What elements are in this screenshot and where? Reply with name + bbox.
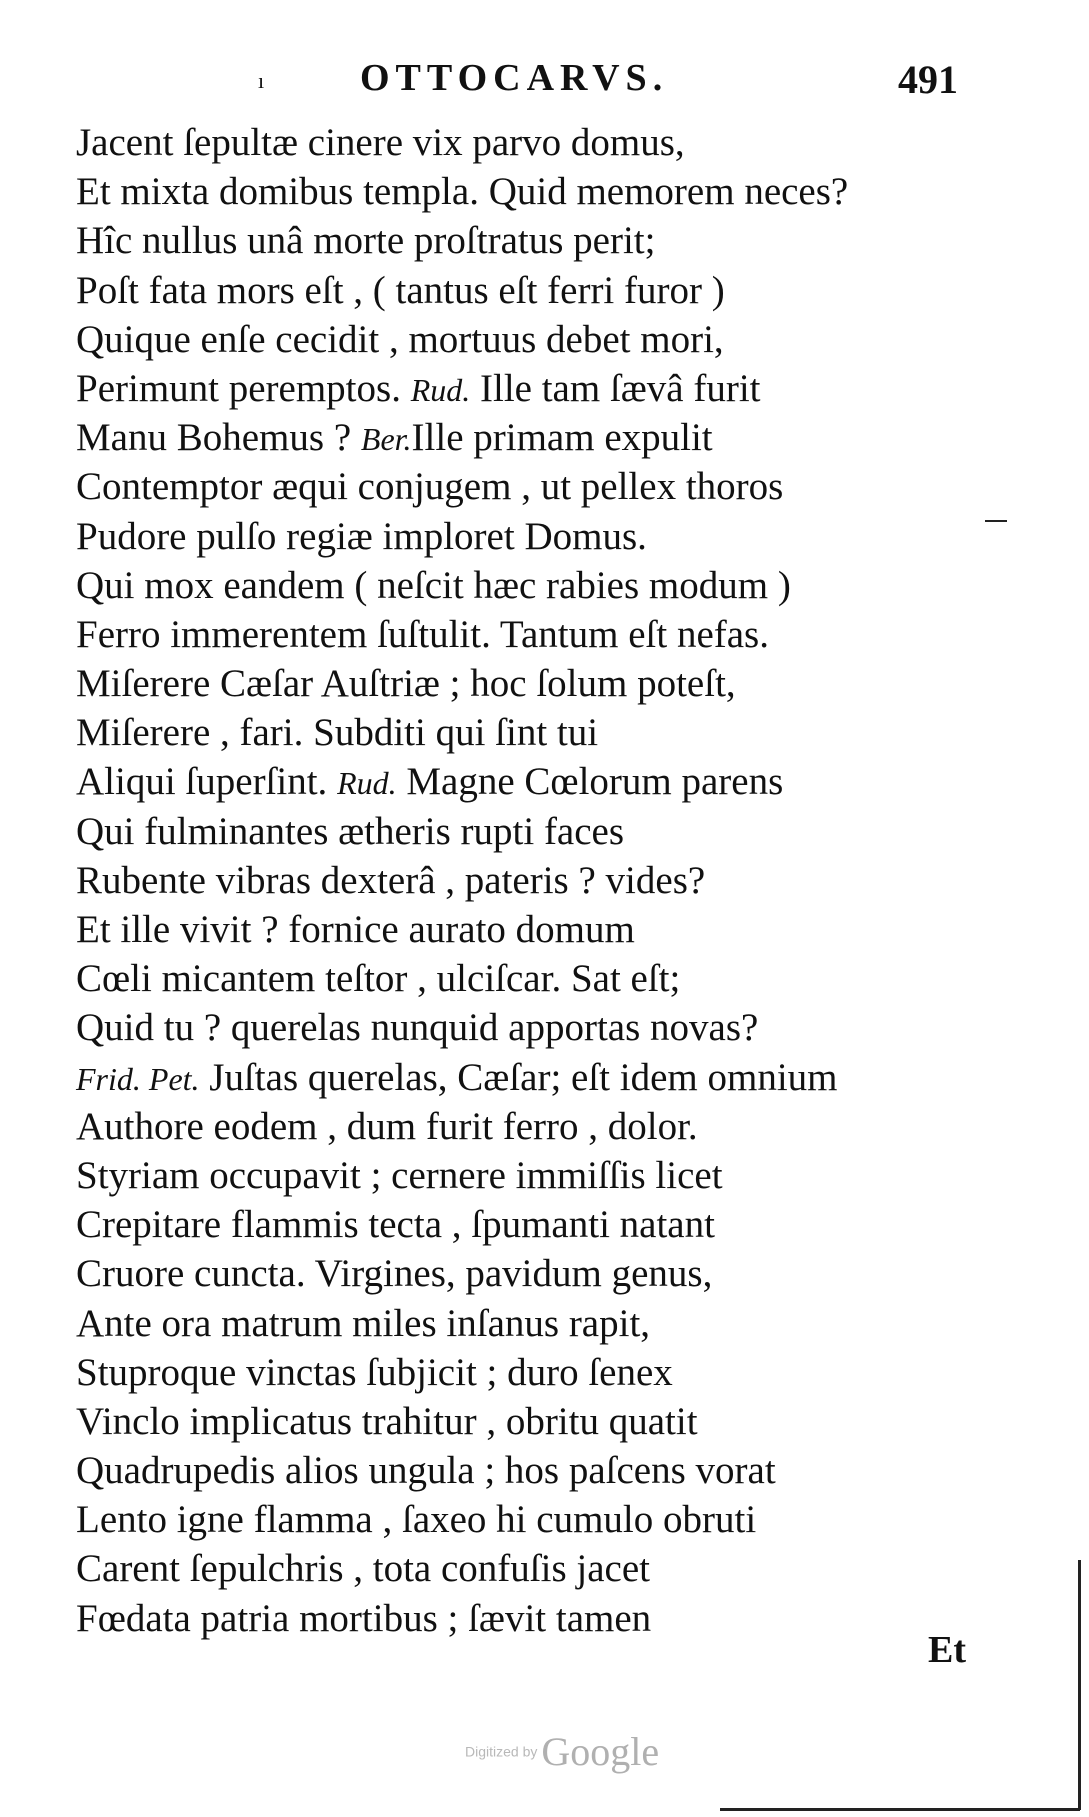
verse-line — [76, 266, 1076, 315]
verse-text: Miſerere Cæſar Auſtriæ ; hoc ſolum poteſt, — [76, 662, 736, 706]
verse-line — [76, 364, 1076, 413]
verse-text: Et ille vivit ? fornice aurato domum — [76, 908, 635, 951]
verse-text: Authore eodem , dum furit ferro , dolor. — [76, 1104, 698, 1148]
digitized-watermark — [465, 1728, 659, 1775]
verse-line — [76, 1397, 1076, 1446]
verse-line — [76, 1495, 1076, 1544]
speaker-label: Rud. — [410, 371, 471, 408]
speaker-label: Ber. — [360, 421, 412, 458]
verse-line — [76, 315, 1076, 364]
verse-line — [76, 1151, 1076, 1200]
verse-line — [76, 1348, 1076, 1397]
verse-text: Contemptor æqui conjugem , ut pellex thoros — [76, 465, 784, 509]
verse-text: Juſtas querelas, Cæſar; eſt idem omnium — [199, 1055, 838, 1099]
speaker-label: Rud. — [337, 765, 397, 802]
verse-line — [76, 118, 1076, 167]
verse-line — [76, 1299, 1076, 1348]
verse-line — [76, 807, 1076, 856]
catchword: Et — [928, 1629, 966, 1671]
scan-border — [1078, 1560, 1081, 1810]
verse-line — [76, 167, 1076, 216]
scan-mark — [985, 520, 1007, 522]
verse-text: Quique enſe cecidit , mortuus debet mori, — [76, 317, 724, 361]
verse-line — [76, 1102, 1076, 1151]
verse-text: Et mixta domibus templa. Quid memorem neces? — [76, 170, 849, 214]
verse-line — [76, 512, 1076, 561]
verse-text: Quid tu ? querelas nunquid apportas novas? — [76, 1006, 759, 1050]
verse-line — [76, 856, 1076, 905]
verse-line — [76, 905, 1076, 954]
verse-text: Poſt fata mors eſt , ( tantus eſt ferri furor ) — [76, 268, 725, 312]
verse-text: Quadrupedis alios ungula ; hos paſcens vorat — [76, 1449, 776, 1493]
verse-text: Miſerere , fari. Subditi qui ſint tui — [76, 711, 599, 755]
speaker-label: Frid. Pet. — [76, 1060, 200, 1097]
verse-text: Qui mox eandem ( neſcit hæc rabies modum ) — [76, 563, 791, 607]
verse-text: Ante ora matrum miles inſanus rapit, — [76, 1301, 651, 1345]
page-number: 491 — [898, 57, 958, 102]
verse-text: Styriam occupavit ; cernere immiſſis licet — [76, 1153, 723, 1197]
verse-text: Cruore cuncta. Virgines, pavidum genus, — [76, 1252, 713, 1296]
verse-line — [76, 1200, 1076, 1249]
running-title: OTTOCARVS. — [360, 57, 669, 99]
verse-text: Crepitare flammis tecta , ſpumanti natant — [76, 1203, 715, 1247]
verse-line — [76, 1594, 1076, 1643]
verse-block — [76, 118, 1076, 1643]
verse-line — [76, 708, 1076, 757]
verse-text: Lento igne flamma , ſaxeo hi cumulo obruti — [76, 1498, 757, 1542]
verse-text: Manu Bohemus ? — [76, 416, 361, 460]
verse-text: Qui fulminantes ætheris rupti faces — [76, 809, 625, 853]
verse-text: Ille primam expulit — [411, 416, 713, 460]
verse-line — [76, 1053, 1076, 1102]
verse-text: Pudore pulſo regiæ imploret Domus. — [76, 514, 647, 558]
verse-line — [76, 610, 1076, 659]
verse-text: Perimunt peremptos. — [76, 366, 411, 410]
verse-text: Carent ſepulchris , tota confuſis jacet — [76, 1547, 650, 1591]
verse-line — [76, 757, 1076, 806]
verse-text: Magne Cœlorum parens — [396, 760, 784, 804]
verse-text: Jacent ſepultæ cinere vix parvo domus, — [76, 121, 685, 164]
scan-border — [720, 1808, 1080, 1811]
verse-line — [76, 1446, 1076, 1495]
verse-line — [76, 659, 1076, 708]
verse-line — [76, 462, 1076, 511]
verse-line — [76, 1003, 1076, 1052]
verse-text: Fœdata patria mortibus ; ſævit tamen — [76, 1596, 652, 1640]
verse-text: Aliqui ſuperſint. — [76, 760, 338, 804]
verse-line — [76, 1544, 1076, 1593]
running-head — [0, 50, 1089, 100]
verse-text: Ille tam ſævâ furit — [470, 366, 761, 410]
verse-line — [76, 1249, 1076, 1298]
verse-line — [76, 561, 1076, 610]
google-logo: Google — [541, 1729, 660, 1774]
verse-text: Rubente vibras dexterâ , pateris ? vides? — [76, 858, 706, 902]
verse-text: Ferro immerentem ſuſtulit. Tantum eſt nefas. — [76, 612, 769, 656]
verse-line — [76, 413, 1076, 462]
verse-text: Cœli micantem teſtor , ulciſcar. Sat eſt; — [76, 957, 681, 1001]
verse-text: Hîc nullus unâ morte proſtratus perit; — [76, 219, 656, 263]
verse-line — [76, 954, 1076, 1003]
verse-text: Stuproque vinctas ſubjicit ; duro ſenex — [76, 1350, 673, 1394]
verse-line — [76, 216, 1076, 265]
verse-text: Vinclo implicatus trahitur , obritu quatit — [76, 1399, 698, 1443]
margin-mark: ı — [258, 68, 265, 93]
watermark-prefix: Digitized by — [465, 1743, 538, 1760]
